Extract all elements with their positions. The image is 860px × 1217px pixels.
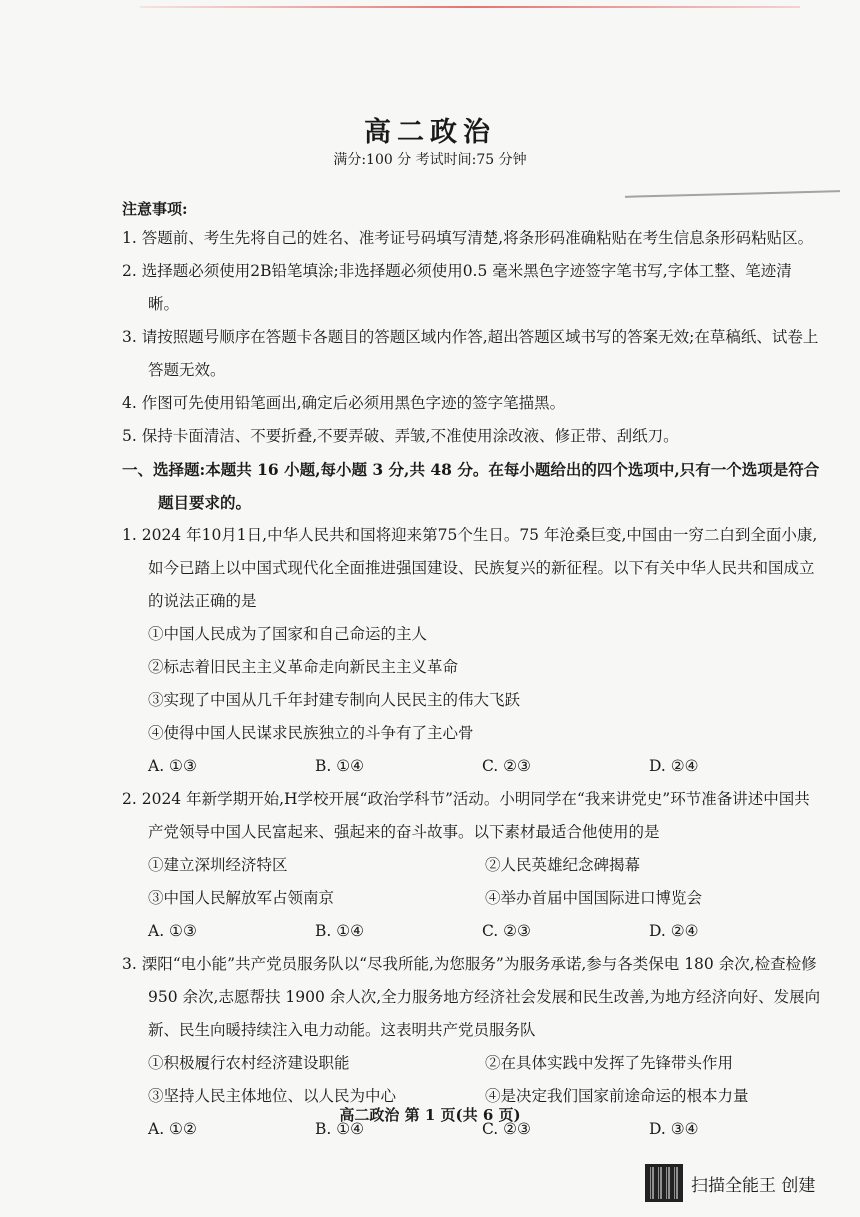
statement: ①积极履行农村经济建设职能 — [148, 1054, 350, 1072]
statement: ②标志着旧民主主义革命走向新民主主义革命 — [148, 658, 459, 676]
option-d: D. ②④ — [649, 922, 699, 940]
note-item: 1. 答题前、考生先将自己的姓名、准考证号码填写清楚,将条形码准确粘贴在考生信息条形码粘贴区。 — [122, 229, 814, 247]
answer-options — [122, 750, 822, 783]
exam-content — [122, 196, 822, 1146]
notes-heading: 注意事项: — [122, 200, 188, 218]
statement: ②人民英雄纪念碑揭幕 — [485, 856, 641, 874]
option-c: C. ②③ — [482, 757, 531, 775]
statement: ①中国人民成为了国家和自己命运的主人 — [148, 625, 428, 643]
qr-code-icon — [645, 1164, 683, 1202]
option-d: D. ②④ — [649, 757, 699, 775]
note-item: 5. 保持卡面清洁、不要折叠,不要弄破、弄皱,不准使用涂改液、修正带、刮纸刀。 — [122, 427, 679, 445]
note-item: 2. 选择题必须使用2B铅笔填涂;非选择题必须使用0.5 毫米黑色字迹签字笔书写,字体工整、笔迹清晰。 — [122, 262, 792, 313]
statement: ③坚持人民主体地位、以人民为中心 — [148, 1087, 397, 1105]
statement-row — [122, 849, 822, 882]
statement: ④使得中国人民谋求民族独立的斗争有了主心骨 — [148, 724, 474, 742]
answer-options — [122, 915, 822, 948]
question-2 — [122, 783, 822, 948]
option-b: B. ①④ — [315, 1120, 365, 1138]
option-c: C. ②③ — [482, 922, 531, 940]
option-a: A. ①② — [148, 1120, 197, 1138]
question-stem: 1. 2024 年10月1日,中华人民共和国将迎来第75个生日。75 年沧桑巨变,中国由一穷二白到全面小康,如今已踏上以中国式现代化全面推进强国建设、民族复兴的新征程。以下有关中华人民共和国成立的说法正确的是 — [122, 526, 818, 610]
exam-info: 满分:100 分 考试时间:75 分钟 — [333, 152, 527, 168]
statement-row — [122, 882, 822, 915]
note-item: 3. 请按照题号顺序在答题卡各题目的答题区域内作答,超出答题区域书写的答案无效;在草稿纸、试卷上答题无效。 — [122, 328, 819, 379]
section-heading: 一、选择题:本题共 16 小题,每小题 3 分,共 48 分。在每小题给出的四个选项中,只有一个选项是符合题目要求的。 — [122, 460, 820, 512]
option-a: A. ①③ — [148, 922, 197, 940]
scan-edge-line — [140, 6, 800, 8]
statement-row — [122, 1047, 822, 1080]
option-b: B. ①④ — [315, 922, 365, 940]
question-1 — [122, 519, 822, 783]
question-stem: 3. 溧阳“电小能”共产党员服务队以“尽我所能,为您服务”为服务承诺,参与各类保电 180 余次,检查检修 950 余次,志愿帮扶 1900 余人次,全力服务地方经济社会发展和民生改善,为地方经济向好、发展向新、民生向暖持续注入电力动能。这表明共产党员服务队 — [122, 955, 821, 1039]
statement: ②在具体实践中发挥了先锋带头作用 — [485, 1054, 734, 1072]
page-title: 高二政治 — [364, 117, 496, 148]
option-b: B. ①④ — [315, 757, 365, 775]
watermark-text: 扫描全能王 创建 — [691, 1175, 816, 1196]
question-stem: 2. 2024 年新学期开始,H学校开展“政治学科节”活动。小明同学在“我来讲党史”环节准备讲述中国共产党领导中国人民富起来、强起来的奋斗故事。以下素材最适合他使用的是 — [122, 790, 810, 841]
statement: ④举办首届中国国际进口博览会 — [485, 889, 703, 907]
statement: ③实现了中国从几千年封建专制向人民民主的伟大飞跃 — [148, 691, 521, 709]
statement: ③中国人民解放军占领南京 — [148, 889, 335, 907]
scanner-watermark — [645, 1164, 815, 1202]
option-c: C. ②③ — [482, 1120, 531, 1138]
statement: ①建立深圳经济特区 — [148, 856, 288, 874]
option-d: D. ③④ — [649, 1120, 699, 1138]
note-item: 4. 作图可先使用铅笔画出,确定后必须用黑色字迹的签字笔描黑。 — [122, 394, 566, 412]
statement: ④是决定我们国家前途命运的根本力量 — [485, 1087, 749, 1105]
page-footer: 高二政治 第 1 页(共 6 页) — [339, 1106, 521, 1124]
option-a: A. ①③ — [148, 757, 197, 775]
